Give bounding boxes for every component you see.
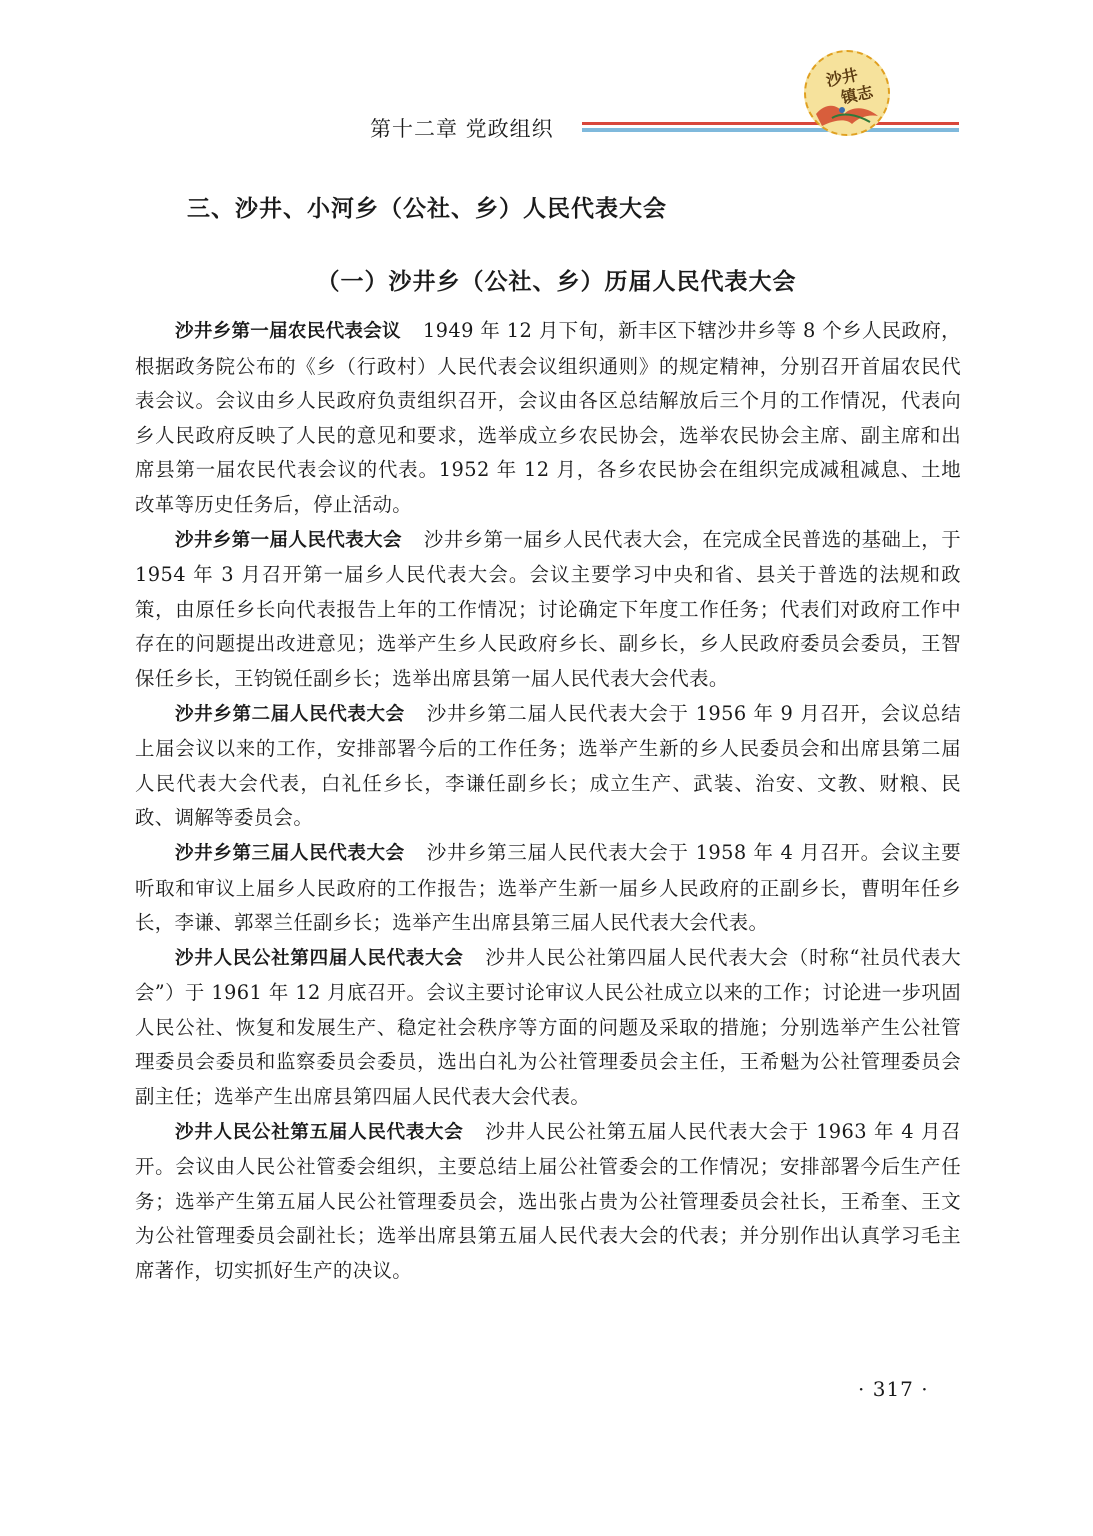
paragraph-text: 沙井人民公社第四届人民代表大会（时称“社员代表大会”）于 1961 年 12 月底召开。会议主要讨论审议人民公社成立以来的工作；讨论进一步巩固人民公社、恢复和发展生产、稳定社会秩序等方面的问题及采取的措施；分别选举产生公社管理委员会委员和监察委员会委员，选出白礼为公社管理委员会主任，王希魁为公社管理委员会副主任；选举产生出席县第四届人民代表大会代表。	[135, 945, 961, 1109]
section-title: 三、沙井、小河乡（公社、乡）人民代表大会	[187, 196, 667, 222]
paragraph-lead: 沙井乡第一届人民代表大会	[175, 529, 402, 551]
paragraph-text: 沙井乡第三届人民代表大会于 1958 年 4 月召开。会议主要听取和审议上届乡人民政府的工作报告；选举产生新一届乡人民政府的正副乡长，曹明年任乡长，李谦、郭翠兰任副乡长；选举产生出席县第三届人民代表大会代表。	[135, 840, 961, 935]
paragraph-text: 沙井乡第二届人民代表大会于 1956 年 9 月召开，会议总结上届会议以来的工作，安排部署今后的工作任务；选举产生新的乡人民委员会和出席县第二届人民代表大会代表，白礼任乡长，李谦任副乡长；成立生产、武装、治安、文教、财粮、民政、调解等委员会。	[135, 701, 961, 830]
seal-text: 沙井 镇志	[824, 64, 875, 110]
header-rule-blue	[582, 128, 959, 132]
header-rule-red	[582, 122, 959, 125]
paragraph-5	[135, 941, 961, 1115]
town-annals-seal-logo	[804, 50, 890, 136]
paragraph-2	[135, 523, 961, 697]
body-text	[135, 314, 961, 1289]
page-header	[0, 0, 1093, 170]
paragraph-3	[135, 697, 961, 836]
paragraph-text: 1949 年 12 月下旬，新丰区下辖沙井乡等 8 个乡人民政府，根据政务院公布的《乡（行政村）人民代表会议组织通则》的规定精神，分别召开首届农民代表会议。会议由乡人民政府负责组织召开，会议由各区总结解放后三个月的工作情况，代表向乡人民政府反映了人民的意见和要求，选举成立乡农民协会，选举农民协会主席、副主席和出席县第一届农民代表会议的代表。1952 年 12 月，各乡农民协会在组织完成减租减息、土地改革等历史任务后，停止活动。	[135, 319, 961, 516]
paragraph-1	[135, 314, 961, 523]
subsection-title: （一）沙井乡（公社、乡）历届人民代表大会	[316, 269, 797, 295]
paragraph-text: 沙井乡第一届乡人民代表大会，在完成全民普选的基础上，于 1954 年 3 月召开第一届乡人民代表大会。会议主要学习中央和省、县关于普选的法规和政策，由原任乡长向代表报告上年的工作情况；讨论确定下年度工作任务；代表们对政府工作中存在的问题提出改进意见；选举产生乡人民政府乡长、副乡长，乡人民政府委员会委员，王智保任乡长，王钧锐任副乡长；选举出席县第一届人民代表大会代表。	[135, 527, 961, 690]
paragraph-text: 沙井人民公社第五届人民代表大会于 1963 年 4 月召开。会议由人民公社管委会组织，主要总结上届公社管委会的工作情况；安排部署今后生产任务；选举产生第五届人民公社管理委员会，选出张占贵为公社管理委员会社长，王希奎、王文为公社管理委员会副社长；选举出席县第五届人民代表大会的代表；并分别作出认真学习毛主席著作，切实抓好生产的决议。	[135, 1119, 961, 1283]
paragraph-lead: 沙井人民公社第五届人民代表大会	[175, 1121, 464, 1143]
paragraph-lead: 沙井乡第二届人民代表大会	[175, 703, 405, 725]
page-number: · 317 ·	[858, 1377, 929, 1401]
paragraph-lead: 沙井乡第一届农民代表会议	[175, 321, 401, 342]
paragraph-4	[135, 836, 961, 941]
paragraph-lead: 沙井人民公社第四届人民代表大会	[175, 947, 464, 969]
paragraph-6	[135, 1115, 961, 1289]
paragraph-lead: 沙井乡第三届人民代表大会	[175, 842, 405, 864]
chapter-title: 第十二章 党政组织	[370, 117, 554, 141]
